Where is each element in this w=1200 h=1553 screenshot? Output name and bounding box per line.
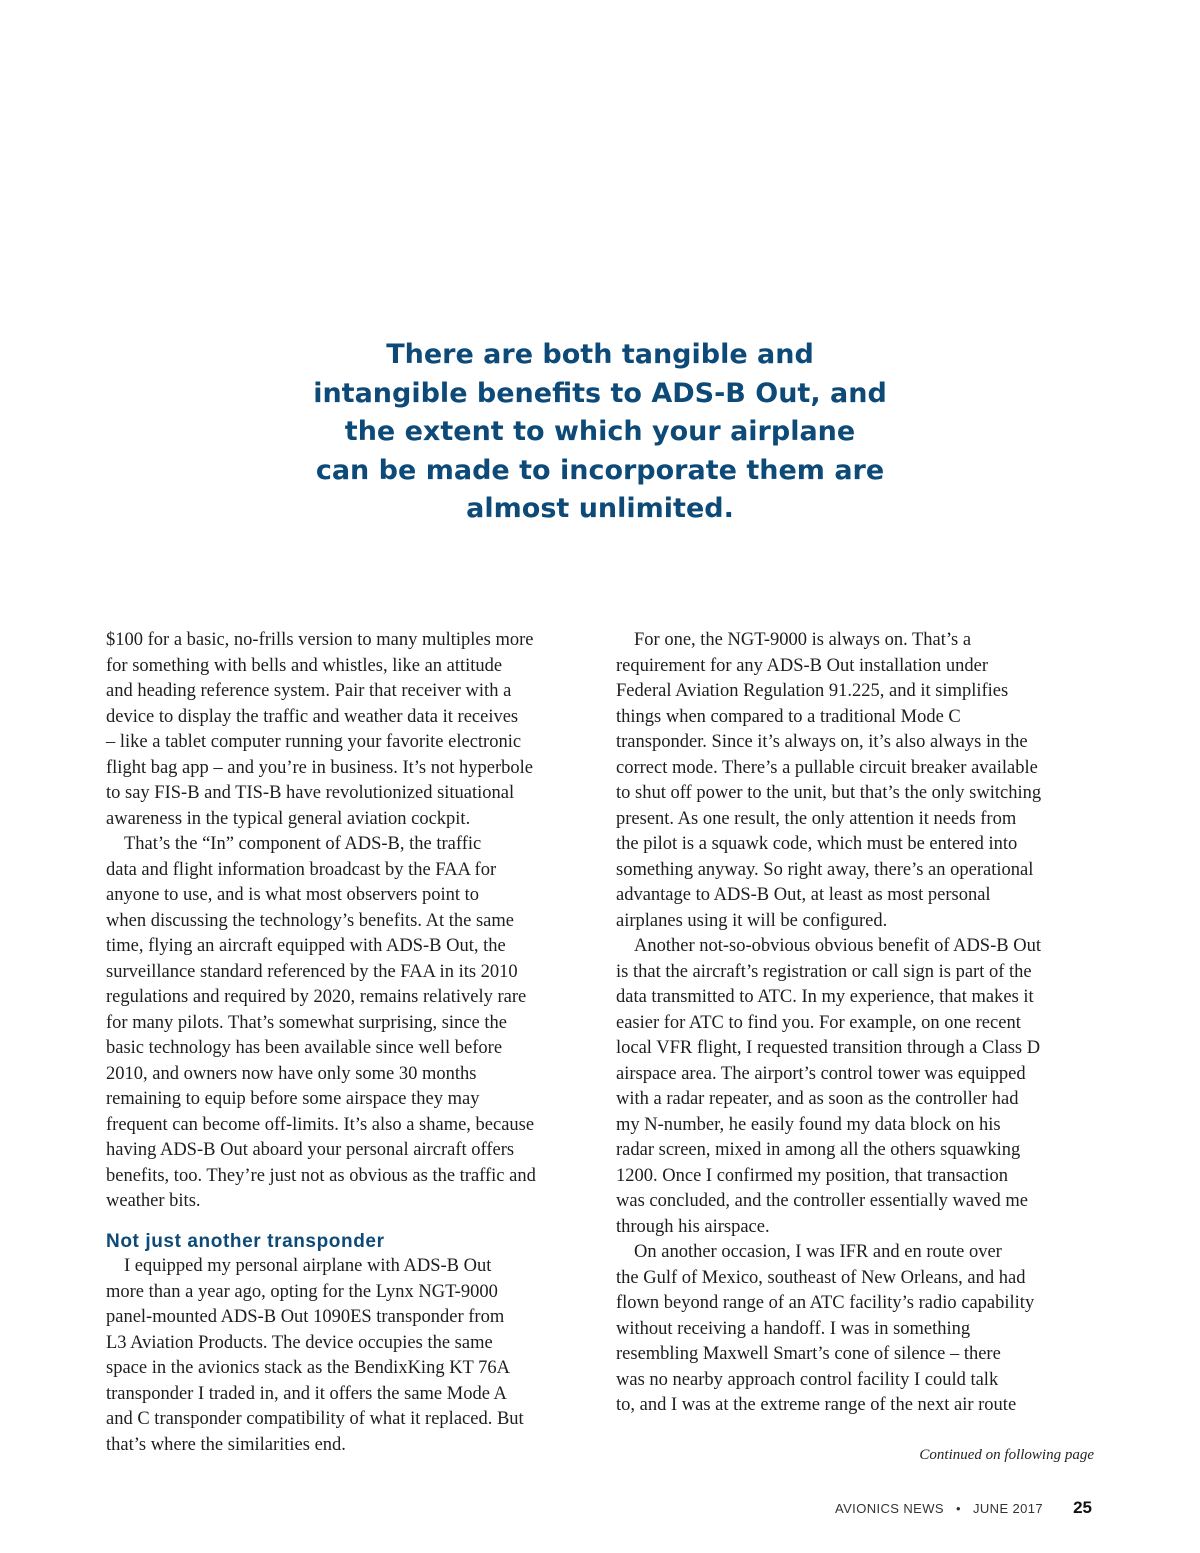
text-line: weather bits. [106,1191,201,1211]
text-line: to, and I was at the extreme range of the next air route [616,1395,1017,1415]
text-line: to shut off power to the unit, but that’s the only switching [616,783,1042,803]
text-line: when discussing the technology’s benefits. At the same [106,910,514,931]
paragraph [106,628,596,832]
text-line: easier for ATC to find you. For example, on one recent [616,1012,1021,1033]
text-line: basic technology has been available since well before [106,1038,503,1058]
text-line: for something with bells and whistles, like an attitude [106,655,503,676]
text-line: That’s the “In” component of ADS-B, the traffic [124,834,482,854]
text-line: radar screen, mixed in among all the others squawking [616,1140,1021,1160]
text-line: transponder. Since it’s always on, it’s also always in the [616,732,1028,752]
text-line: 2010, and owners now have only some 30 months [106,1063,477,1084]
text-line: remaining to equip before some airspace they may [106,1089,480,1109]
paragraph [616,1240,1106,1419]
text-line: was concluded, and the controller essentially waved me [616,1191,1028,1211]
text-line: having ADS-B Out aboard your personal aircraft offers [106,1140,515,1160]
text-line: time, flying an aircraft equipped with ADS-B Out, the [106,936,506,956]
section-subhead: Not just another transponder [106,1230,385,1252]
text-line: airplanes using it will be configured. [616,910,888,931]
text-line: is that the aircraft’s registration or call sign is part of the [616,961,1032,982]
text-line: I equipped my personal airplane with ADS-B Out [124,1256,492,1276]
text-line: local VFR flight, I requested transition through a Class D [616,1038,1041,1058]
text-line: with a radar repeater, and as soon as the controller had [616,1089,1019,1109]
text-line: 1200. Once I confirmed my position, that transaction [616,1165,1009,1186]
text-line: to say FIS-B and TIS-B have revolutionized situational [106,783,515,803]
text-line: data transmitted to ATC. In my experience, that makes it [616,987,1034,1007]
text-line: requirement for any ADS-B Out installation under [616,655,988,676]
paragraph [616,934,1106,1240]
text-line: panel-mounted ADS-B Out 1090ES transponder from [106,1307,505,1327]
text-line: my N-number, he easily found my data block on his [616,1114,1001,1135]
pull-quote [300,336,900,529]
text-line: advantage to ADS-B Out, at least as most personal [616,885,991,905]
text-line: without receiving a handoff. I was in something [616,1318,971,1339]
text-line: benefits, too. They’re just not as obvious as the traffic and [106,1165,536,1186]
text-line: and C transponder compatibility of what it replaced. But [106,1409,524,1429]
text-line: Another not-so-obvious obvious benefit of ADS-B Out [634,936,1041,956]
text-line: things when compared to a traditional Mode C [616,706,961,727]
pull-quote-line: the extent to which your airplane [344,416,856,447]
text-line: and heading reference system. Pair that receiver with a [106,681,512,701]
text-line: more than a year ago, opting for the Lynx NGT-9000 [106,1281,498,1302]
footer-separator: • [956,1501,961,1516]
text-line: was no nearby approach control facility I could talk [616,1369,999,1390]
text-line: L3 Aviation Products. The device occupies the same [106,1332,493,1353]
text-line: that’s where the similarities end. [106,1434,346,1455]
text-line: regulations and required by 2020, remains relatively rare [106,987,527,1007]
text-line: $100 for a basic, no-frills version to many multiples more [106,630,534,650]
text-line: For one, the NGT-9000 is always on. That’s a [634,630,972,650]
text-line: data and flight information broadcast by the FAA for [106,859,497,880]
issue-date: JUNE 2017 [972,1501,1044,1516]
text-line: anyone to use, and is what most observers point to [106,885,480,905]
text-line: the Gulf of Mexico, southeast of New Orleans, and had [616,1267,1026,1288]
text-line: airspace area. The airport’s control tower was equipped [616,1063,1026,1084]
text-line: resembling Maxwell Smart’s cone of silence – there [616,1344,1001,1364]
pull-quote-line: almost unlimited. [466,493,734,524]
paragraph [616,628,1106,934]
text-line: something anyway. So right away, there’s an operational [616,859,1034,880]
publication-name: AVIONICS NEWS [835,1501,944,1516]
right-column [616,628,1106,1419]
text-line: transponder I traded in, and it offers the same Mode A [106,1383,507,1404]
text-line: through his airspace. [616,1216,770,1237]
text-line: Federal Aviation Regulation 91.225, and it simplifies [616,681,1009,701]
continued-note: Continued on following page [919,1447,1094,1463]
text-line: for many pilots. That’s somewhat surprising, since the [106,1012,507,1033]
text-line: device to display the traffic and weather data it receives [106,706,519,727]
text-line: space in the avionics stack as the BendixKing KT 76A [106,1358,511,1378]
paragraph [106,832,596,1215]
text-line: flown beyond range of an ATC facility’s radio capability [616,1293,1035,1313]
text-line: On another occasion, I was IFR and en route over [634,1242,1002,1262]
pull-quote-line: There are both tangible and [386,339,814,370]
page-footer [835,1498,1092,1518]
text-line: awareness in the typical general aviation cockpit. [106,808,471,829]
page-number: 25 [1073,1498,1092,1517]
text-line: the pilot is a squawk code, which must be entered into [616,834,1018,854]
text-line: frequent can become off-limits. It’s also a shame, because [106,1114,535,1135]
pull-quote-line: intangible benefits to ADS-B Out, and [313,377,887,409]
text-line: flight bag app – and you’re in business. It’s not hyperbole [106,757,533,778]
text-line: present. As one result, the only attention it needs from [616,808,1017,829]
text-line: – like a tablet computer running your favorite electronic [106,732,522,752]
text-line: correct mode. There’s a pullable circuit breaker available [616,757,1038,778]
pull-quote-line: can be made to incorporate them are [315,454,885,486]
paragraph [106,1254,596,1458]
left-column [106,628,596,1458]
text-line: surveillance standard referenced by the FAA in its 2010 [106,961,518,982]
